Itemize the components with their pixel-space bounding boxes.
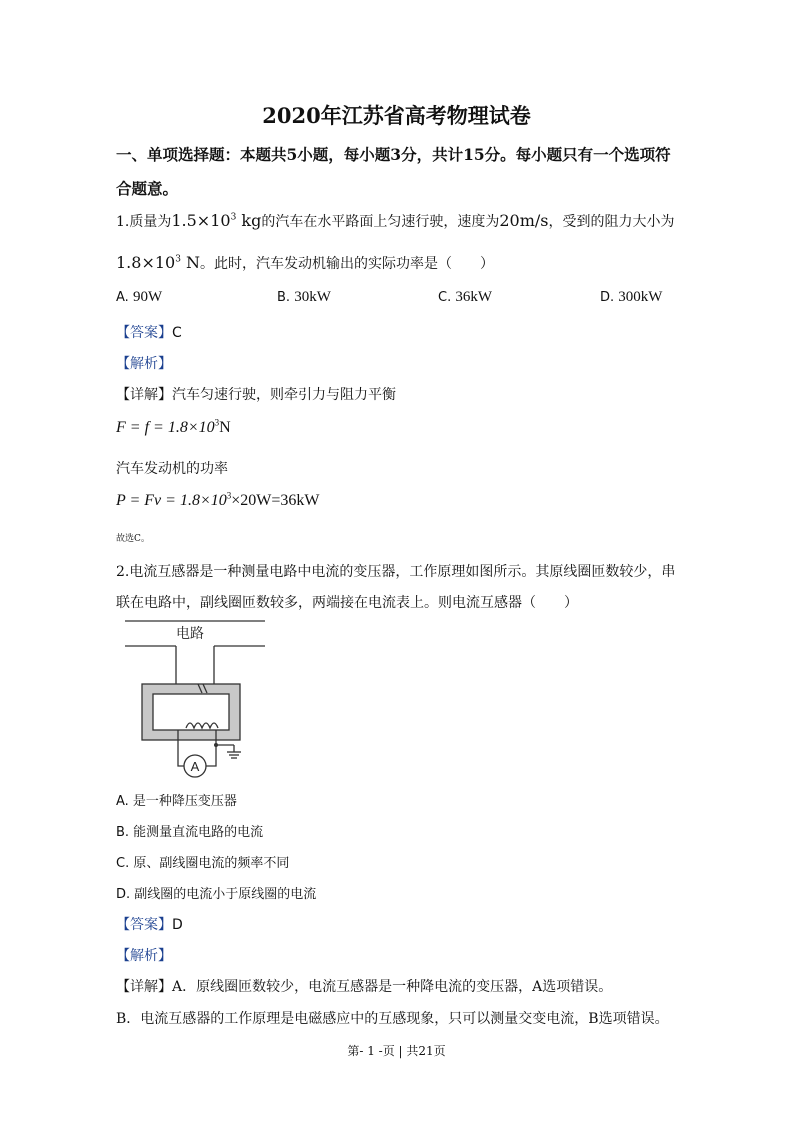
q1-detail: 【详解】汽车匀速行驶，则牵引力与阻力平衡 [116,387,396,403]
q1-choose: 故选C。 [116,534,150,544]
q1-power-text: 汽车发动机的功率 [116,461,228,477]
q2-option-a: A. 是一种降压变压器 [116,794,237,809]
q1-option-a: A. 90W [116,289,163,305]
q1-force: $1.8\times 10^3$ N [116,253,201,272]
q1-answer: 【答案】C [116,325,182,341]
section-heading-line2: 合题意。 [116,179,179,198]
q2-option-c: C. 原、副线圈电流的频率不同 [116,856,290,871]
ammeter-label: A [190,759,200,774]
q1-mass: $1.5\times 10^3$ kg [171,211,262,230]
q2-option-b: B. 能测量直流电路的电流 [116,825,264,840]
core-window [153,694,229,730]
q2-stem-line2: 联在电路中，副线圈匝数较多，两端接在电流表上。则电流互感器（ ） [116,595,578,611]
q2-detail-b: B．电流互感器的工作原理是电磁感应中的互感现象，只可以测量交变电流，B选项错误。 [116,1011,669,1027]
q1-option-c: C. 36kW [438,289,493,305]
q1-option-d: D. 300kW [600,289,663,305]
q2-option-d: D. 副线圈的电流小于原线圈的电流 [116,887,317,902]
q1-option-b: B. 30kW [277,289,331,305]
q1-stem-line1: 1.质量为$1.5\times 10^3$ kg的汽车在水平路面上匀速行驶，速度为20m/s，受到的阻力大小为 [116,211,675,230]
q1-formula-force: $F = f = 1.8\times 10^3N$ [116,417,231,436]
section-heading-line1: 一、单项选择题：本题共5小题，每小题3分，共计15分。每小题只有一个选项符 [116,145,671,164]
page-title: 2020年江苏省高考物理试卷 [262,103,531,128]
junction-dot [214,743,218,747]
q2-detail-a: 【详解】A．原线圈匝数较少，电流互感器是一种降电流的变压器，A选项错误。 [116,979,613,995]
q2-analysis-tag: 【解析】 [116,948,172,964]
q1-formula-power: $P = Fv = 1.8\times 10^3\times 20W=36kW$ [116,490,320,509]
q2-stem-line1: 2.电流互感器是一种测量电路中电流的变压器，工作原理如图所示。其原线圈匝数较少，串 [116,564,676,580]
q2-answer: 【答案】D [116,917,183,933]
circuit-label: 电路 [176,626,204,642]
current-transformer-diagram [120,618,270,783]
page-footer: 第- 1 -页 | 共21页 [347,1044,446,1058]
q1-speed: 20m/s [499,211,549,230]
q1-stem-line2: $1.8\times 10^3$ N。此时，汽车发动机输出的实际功率是（ ） [116,253,495,272]
q1-analysis-tag: 【解析】 [116,356,172,372]
